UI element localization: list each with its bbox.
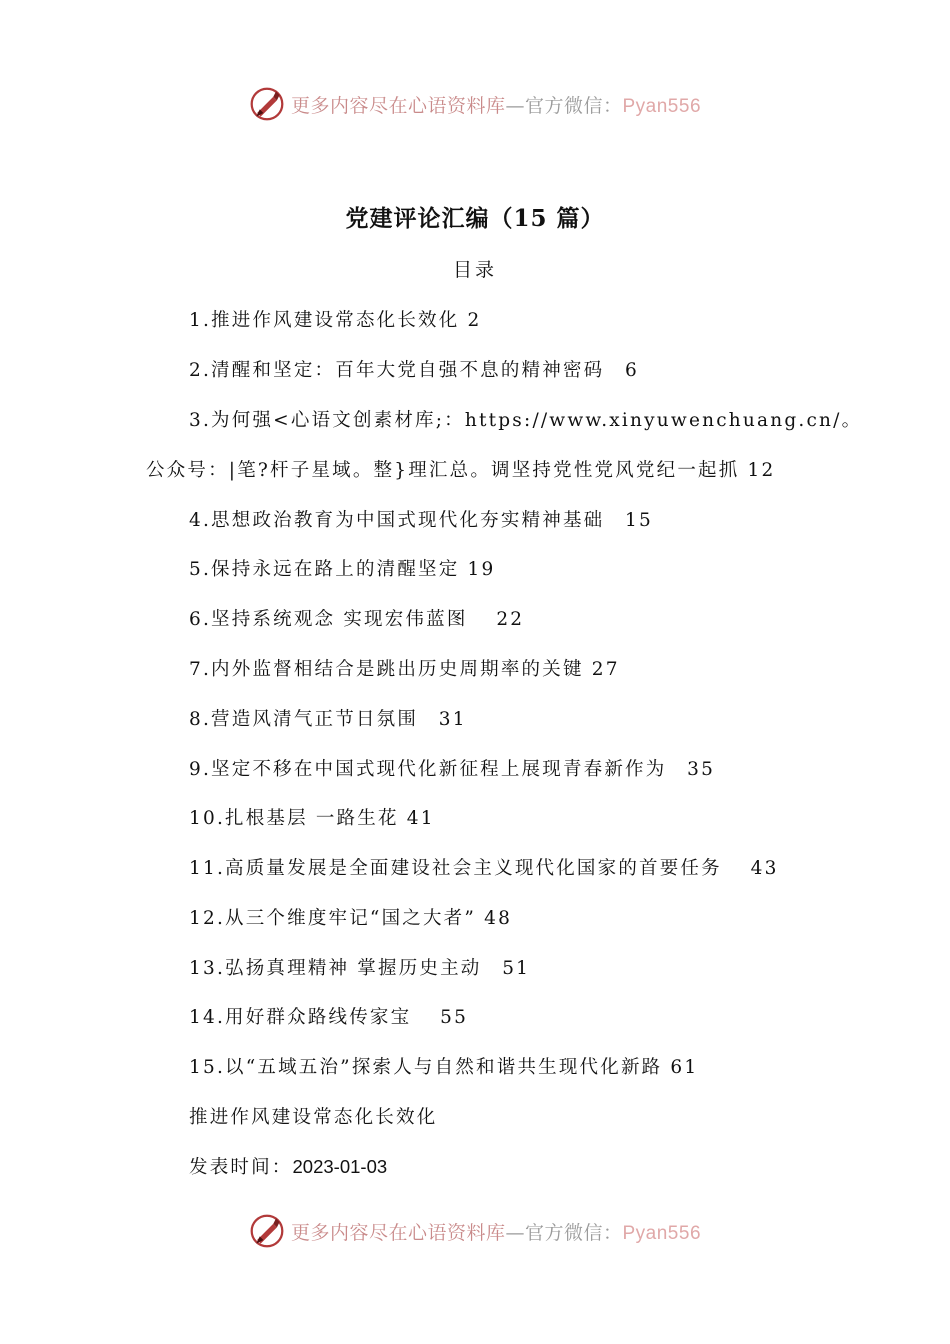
article-title: 推进作风建设常态化长效化 <box>189 1107 438 1128</box>
banner-wechat-id: Pyan556 <box>622 95 702 117</box>
toc-item[interactable]: 8.营造风清气正节日氛围 31 <box>189 709 467 730</box>
toc-heading: 目录 <box>452 259 497 281</box>
header-watermark-banner <box>0 84 950 124</box>
pen-logo-icon <box>249 86 285 122</box>
publish-date: 2023-01-03 <box>292 1156 388 1177</box>
banner-separator: — <box>505 1221 525 1244</box>
banner-text: 更多内容尽在心语资料库 <box>290 94 506 117</box>
toc-item[interactable]: 6.坚持系统观念 实现宏伟蓝图 22 <box>189 609 525 630</box>
toc-item[interactable]: 14.用好群众路线传家宝 55 <box>189 1007 469 1028</box>
toc-item[interactable]: 7.内外监督相结合是跳出历史周期率的关键 27 <box>189 659 620 680</box>
banner-text: 更多内容尽在心语资料库 <box>290 1221 506 1244</box>
banner-wechat-id: Pyan556 <box>622 1222 702 1244</box>
banner-wechat-label: 官方微信： <box>524 94 623 117</box>
toc-item-continuation[interactable]: 公众号：|笔?杆子星域。整}理汇总。调坚持党性党风党纪一起抓 12 <box>146 460 776 481</box>
banner-separator: — <box>505 94 525 117</box>
toc-item[interactable]: 1.推进作风建设常态化长效化 2 <box>189 310 482 331</box>
toc-item[interactable]: 5.保持永远在路上的清醒坚定 19 <box>189 559 496 580</box>
toc-item[interactable]: 13.弘扬真理精神 掌握历史主动 51 <box>189 958 531 979</box>
toc-item[interactable]: 4.思想政治教育为中国式现代化夯实精神基础 15 <box>189 510 653 531</box>
publish-date-line <box>189 1153 387 1179</box>
document-title: 党建评论汇编（15 篇） <box>345 205 605 232</box>
footer-watermark-banner <box>0 1211 950 1251</box>
pen-logo-icon <box>249 1213 285 1249</box>
publish-label: 发表时间： <box>189 1157 293 1178</box>
toc-item[interactable]: 15.以“五域五治”探索人与自然和谐共生现代化新路 61 <box>189 1057 699 1078</box>
toc-item[interactable]: 2.清醒和坚定：百年大党自强不息的精神密码 6 <box>189 360 640 381</box>
toc-item[interactable]: 10.扎根基层 一路生花 41 <box>189 808 435 829</box>
toc-item[interactable]: 12.从三个维度牢记“国之大者” 48 <box>189 908 513 929</box>
banner-wechat-label: 官方微信： <box>524 1221 623 1244</box>
toc-item[interactable]: 9.坚定不移在中国式现代化新征程上展现青春新作为 35 <box>189 759 716 780</box>
toc-item[interactable]: 11.高质量发展是全面建设社会主义现代化国家的首要任务 43 <box>189 858 779 879</box>
toc-item[interactable]: 3.为何强<心语文创素材库;：https://www.xinyuwenchuang.cn/。 <box>189 410 863 431</box>
